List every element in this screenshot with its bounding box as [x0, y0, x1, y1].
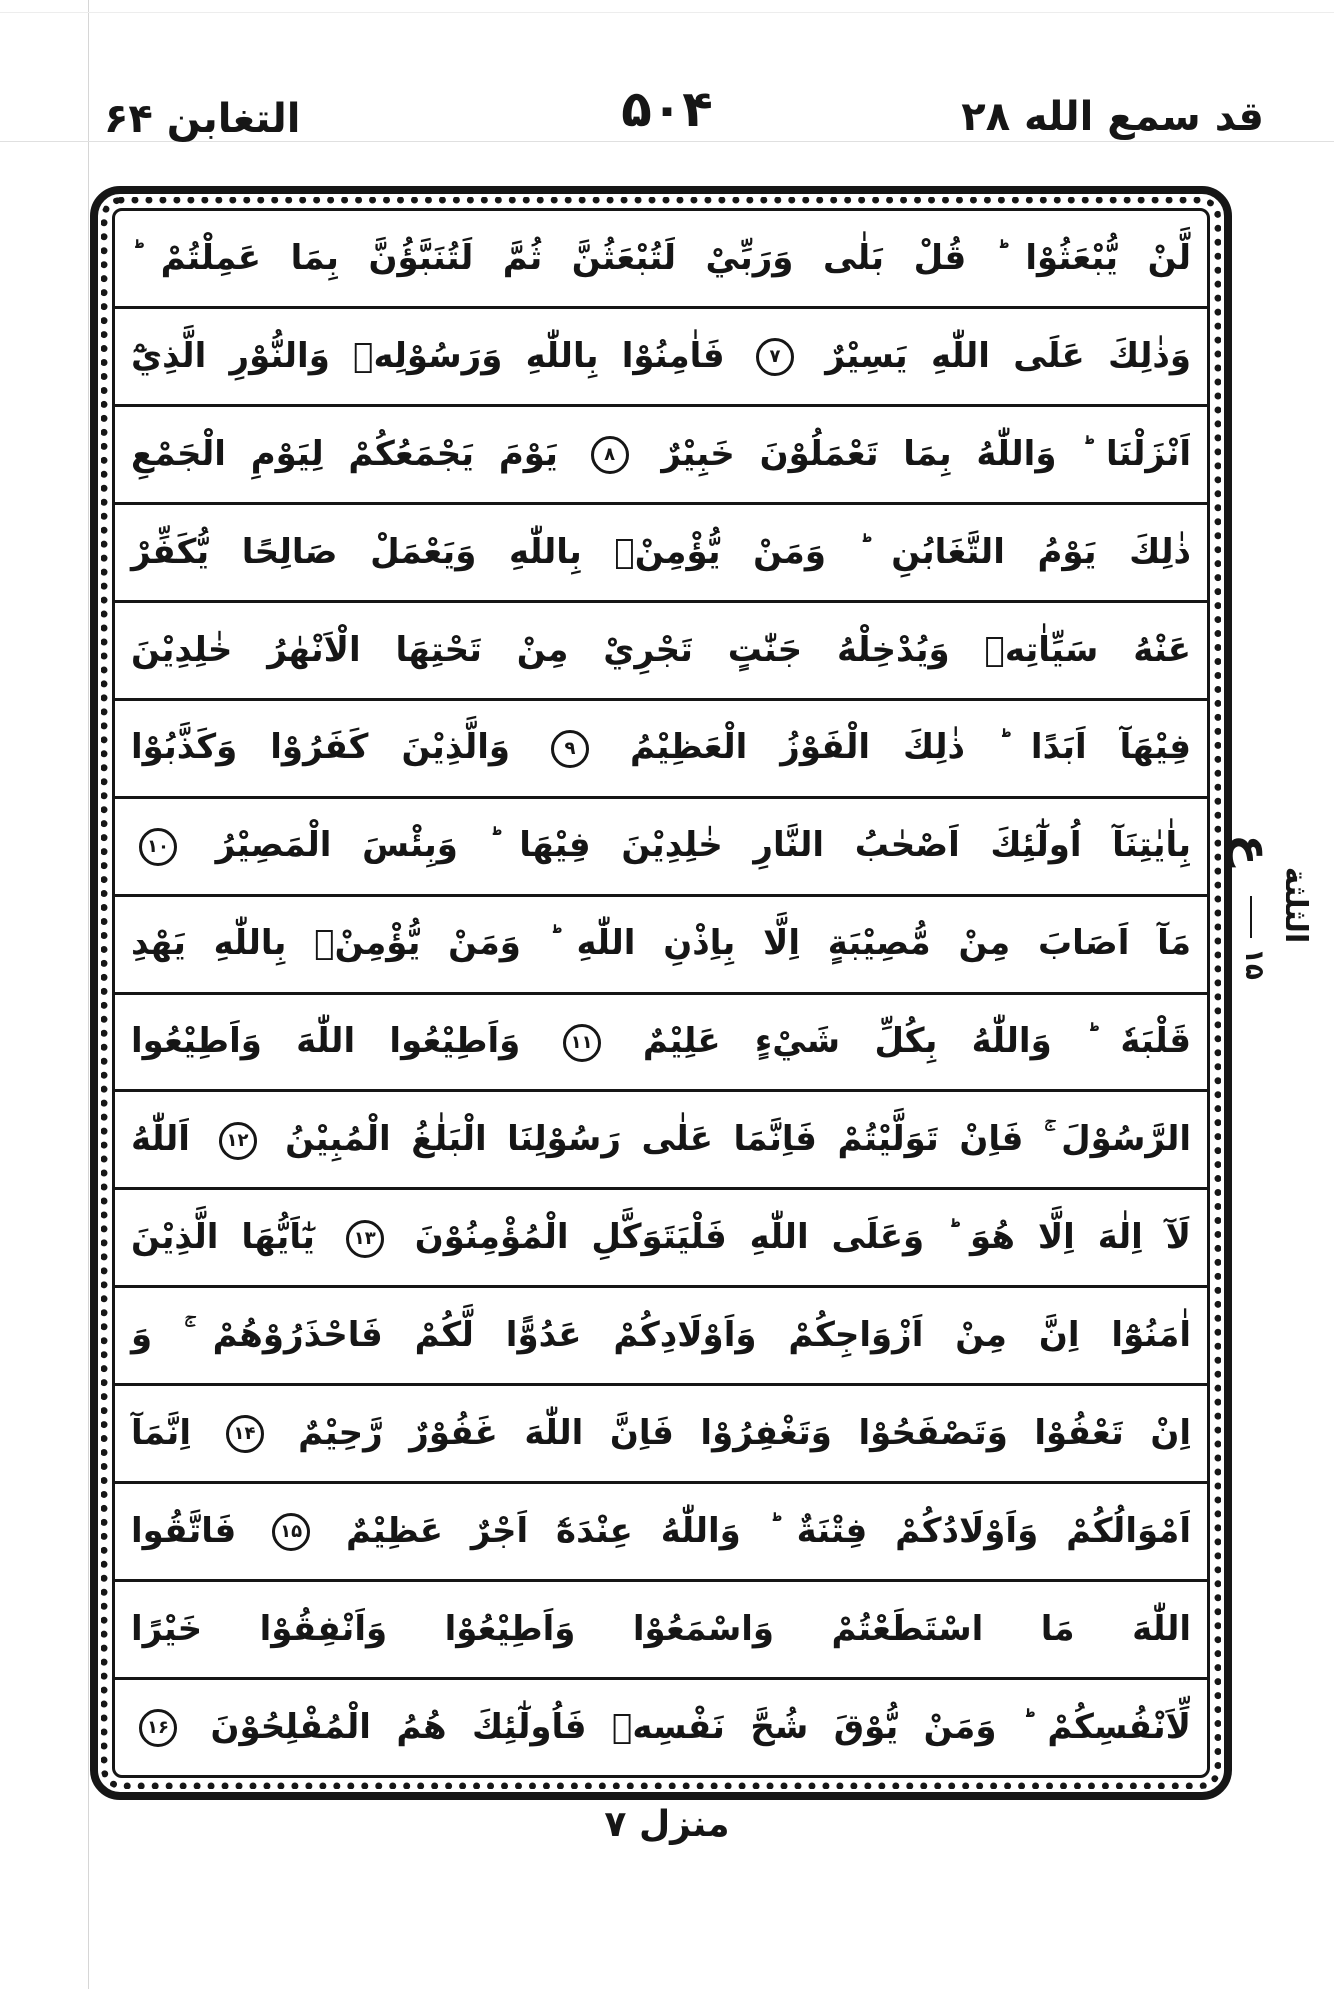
- quran-line: [115, 799, 1207, 897]
- ayah-end-marker: ۷: [756, 338, 794, 376]
- quran-line: [115, 701, 1207, 799]
- quran-line: [115, 1288, 1207, 1386]
- quran-line: [115, 1386, 1207, 1484]
- ayah-end-marker: ۹: [551, 730, 589, 768]
- ruku-number: ۱۵: [1239, 948, 1269, 980]
- quran-line: [115, 309, 1207, 407]
- quran-line-text: لَّنْ يُّبْعَثُوْا ؕ قُلْ بَلٰى وَرَبِّيْ لَتُبْعَثُنَّ ثُمَّ لَتُنَبَّؤُنَّ بِمَا عَمِلْتُمْ ؕ: [131, 237, 1191, 278]
- quran-line: [115, 211, 1207, 309]
- ruku-note-divider: [1250, 896, 1252, 938]
- quran-line-text: لِّاَنْفُسِكُمْ ؕ وَمَنْ يُّوْقَ شُحَّ نَفْسِهٖ فَاُولٰٓئِكَ هُمُ الْمُفْلِحُوْنَ ۱۶: [115, 1708, 1207, 1748]
- quran-line: [115, 603, 1207, 701]
- hizb-quarter-label: الثلثة: [1278, 866, 1314, 944]
- quran-line-text: قَلْبَهٗ ؕ وَاللّٰهُ بِكُلِّ شَيْءٍ عَلِيْمٌ ۱۱ وَاَطِيْعُوا اللّٰهَ وَاَطِيْعُوا: [131, 1021, 1191, 1062]
- quran-line: [115, 1092, 1207, 1190]
- quran-frame: [90, 186, 1232, 1800]
- quran-line: [115, 897, 1207, 995]
- ayah-end-marker: ۱۳: [346, 1220, 384, 1258]
- ayah-end-marker: ۱۱: [563, 1024, 601, 1062]
- quran-line-text: اللّٰهَ مَا اسْتَطَعْتُمْ وَاسْمَعُوْا وَاَطِيْعُوْا وَاَنْفِقُوْا خَيْرًا: [131, 1609, 1191, 1650]
- ayah-end-marker: ۱۲: [219, 1122, 257, 1160]
- quran-line: [115, 407, 1207, 505]
- quran-line-text: عَنْهُ سَيِّاٰتِهٖ وَيُدْخِلْهُ جَنّٰتٍ تَجْرِيْ مِنْ تَحْتِهَا الْاَنْهٰرُ خٰلِدِيْنَ: [131, 629, 1191, 670]
- quran-line-text: اِنْ تَعْفُوْا وَتَصْفَحُوْا وَتَغْفِرُوْا فَاِنَّ اللّٰهَ غَفُوْرٌ رَّحِيْمٌ ۱۴ اِنَّمَآ: [131, 1412, 1191, 1453]
- quran-line-text: ذٰلِكَ يَوْمُ التَّغَابُنِ ؕ وَمَنْ يُّؤْمِنْۢ بِاللّٰهِ وَيَعْمَلْ صَالِحًا يُّكَفِّرْ: [131, 531, 1191, 572]
- quran-line: [115, 1680, 1207, 1775]
- page-number: ۵۰۴: [621, 80, 713, 138]
- quran-line: [115, 505, 1207, 603]
- scan-fold-line-top: [0, 12, 1334, 13]
- quran-line-text: اَنْزَلْنَا ؕ وَاللّٰهُ بِمَا تَعْمَلُوْنَ خَبِيْرٌ ۸ يَوْمَ يَجْمَعُكُمْ لِيَوْمِ الْجَمْعِ: [131, 433, 1191, 474]
- margin-ruku-note: [1227, 792, 1332, 1017]
- ain-ruku-icon: ع: [1227, 834, 1281, 866]
- juz-title: قد سمع الله ۲۸: [961, 94, 1264, 140]
- quran-line-text: اَمْوَالُكُمْ وَاَوْلَادُكُمْ فِتْنَةٌ ؕ وَاللّٰهُ عِنْدَهٗٓ اَجْرٌ عَظِيْمٌ ۱۵ فَاتَّقُوا: [131, 1510, 1191, 1551]
- ayah-end-marker: ۱۶: [139, 1709, 177, 1747]
- frame-inner-border: [112, 208, 1210, 1778]
- ayah-end-marker: ۸: [591, 436, 629, 474]
- quran-line: [115, 995, 1207, 1093]
- quran-lines: [115, 211, 1207, 1775]
- quran-line: [115, 1190, 1207, 1288]
- quran-line: [115, 1582, 1207, 1680]
- quran-line-text: الرَّسُوْلَ ۚ فَاِنْ تَوَلَّيْتُمْ فَاِنَّمَا عَلٰى رَسُوْلِنَا الْبَلٰغُ الْمُبِيْنُ ۱۲ اَللّٰهُ: [131, 1119, 1191, 1160]
- quran-line: [115, 1484, 1207, 1582]
- ayah-end-marker: ۱۴: [226, 1415, 264, 1453]
- quran-line-text: لَآ اِلٰهَ اِلَّا هُوَ ؕ وَعَلَى اللّٰهِ فَلْيَتَوَكَّلِ الْمُؤْمِنُوْنَ ۱۳ يٰٓاَيُّهَا الَّذِيْنَ: [131, 1217, 1191, 1258]
- frame-bead-border: [101, 197, 1221, 1789]
- quran-line-text: وَذٰلِكَ عَلَى اللّٰهِ يَسِيْرٌ ۷ فَاٰمِنُوْا بِاللّٰهِ وَرَسُوْلِهٖ وَالنُّوْرِ الَّذِيْٓ: [131, 335, 1191, 376]
- ayah-end-marker: ۱۵: [272, 1513, 310, 1551]
- quran-line-text: مَآ اَصَابَ مِنْ مُّصِيْبَةٍ اِلَّا بِاِذْنِ اللّٰهِ ؕ وَمَنْ يُّؤْمِنْۢ بِاللّٰهِ يَهْدِ: [131, 923, 1191, 964]
- ayah-end-marker: ۱۰: [139, 828, 177, 866]
- quran-line-text: بِاٰيٰتِنَآ اُولٰٓئِكَ اَصْحٰبُ النَّارِ خٰلِدِيْنَ فِيْهَا ؕ وَبِئْسَ الْمَصِيْرُ ۱۰: [115, 826, 1207, 866]
- quran-line-text: اٰمَنُوْٓا اِنَّ مِنْ اَزْوَاجِكُمْ وَاَوْلَادِكُمْ عَدُوًّا لَّكُمْ فَاحْذَرُوْهُمْ ۚ وَ: [131, 1315, 1191, 1356]
- manzil-label: منزل ۷: [604, 1804, 730, 1845]
- quran-line-text: فِيْهَآ اَبَدًا ؕ ذٰلِكَ الْفَوْزُ الْعَظِيْمُ ۹ وَالَّذِيْنَ كَفَرُوْا وَكَذَّبُوْا: [131, 727, 1191, 768]
- scan-fold-line-vertical: [88, 0, 89, 1989]
- surah-title: التغابن ۶۴: [104, 96, 301, 142]
